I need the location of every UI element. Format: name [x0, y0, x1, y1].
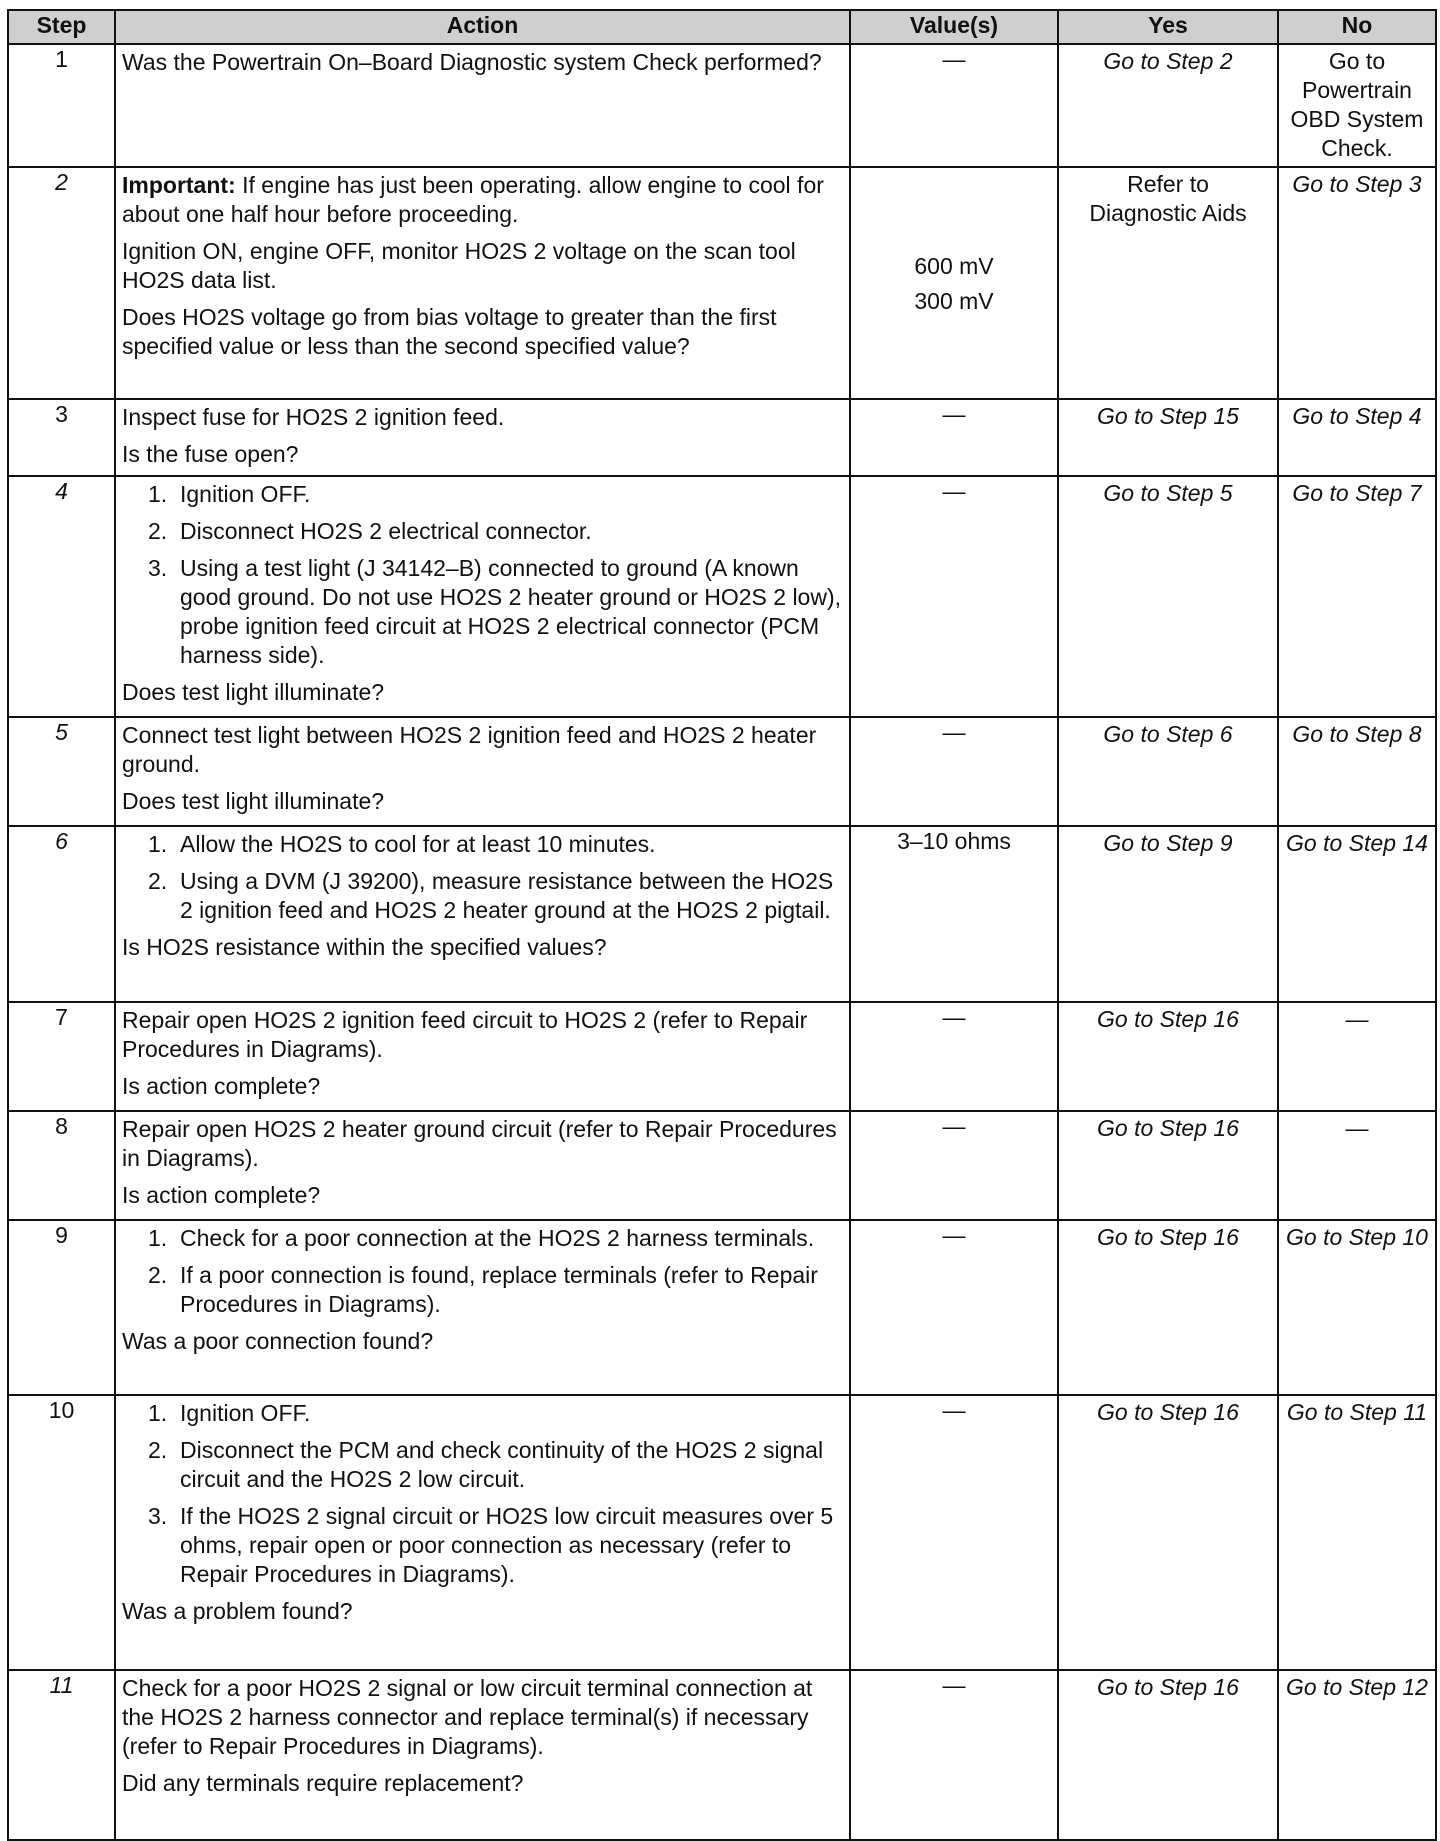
value-text: — — [942, 1397, 966, 1423]
no-goto: Go to Step 12 — [1286, 1674, 1428, 1700]
action-cell — [115, 167, 850, 399]
action-question: Is action complete? — [122, 1073, 321, 1099]
action-question: Does HO2S voltage go from bias voltage to greater than the first specified value or less than the second specified value? — [122, 304, 777, 359]
action-text: Check for a poor HO2S 2 signal or low circuit terminal connection at the HO2S 2 harness connector and replace terminal(s) if necessary (refer to Repair Procedures in Diagrams). — [122, 1675, 813, 1759]
no-cell — [1278, 399, 1436, 476]
no-cell — [1278, 1670, 1436, 1840]
table-row — [8, 1670, 1436, 1840]
yes-cell — [1058, 1111, 1278, 1220]
table-row — [8, 1002, 1436, 1111]
no-cell — [1278, 476, 1436, 717]
action-steps — [122, 1224, 843, 1319]
value-text: — — [942, 1672, 966, 1698]
yes-cell — [1058, 1220, 1278, 1395]
value-cell — [850, 44, 1058, 167]
action-text: Repair open HO2S 2 heater ground circuit (refer to Repair Procedures in Diagrams). — [122, 1116, 837, 1171]
step-number: 6 — [8, 826, 115, 1002]
no-goto: Go to Powertrain OBD System Check. — [1290, 48, 1424, 161]
action-cell — [115, 476, 850, 717]
action-cell — [115, 1111, 850, 1220]
yes-goto: Go to Step 16 — [1097, 1674, 1239, 1700]
value-text: 3–10 ohms — [897, 828, 1011, 854]
action-question: Is the fuse open? — [122, 441, 299, 467]
yes-cell — [1058, 1395, 1278, 1670]
step-number: 7 — [8, 1002, 115, 1111]
value-text: — — [942, 1004, 966, 1030]
table-row — [8, 476, 1436, 717]
action-question: Does test light illuminate? — [122, 788, 385, 814]
table-row — [8, 1220, 1436, 1395]
yes-goto: Go to Step 6 — [1103, 721, 1233, 747]
value-cell — [850, 399, 1058, 476]
no-goto: — — [1345, 1006, 1369, 1032]
value-text: 600 mV — [914, 253, 994, 279]
list-item: 2. Using a DVM (J 39200), measure resistance between the HO2S 2 ignition feed and HO2S 2 heater ground at the HO2S 2 pigtail. — [148, 868, 834, 923]
list-item: 3. If the HO2S 2 signal circuit or HO2S low circuit measures over 5 ohms, repair open or poor connection as necessary (refer to Repair Procedures in Diagrams). — [148, 1503, 834, 1587]
no-cell — [1278, 167, 1436, 399]
action-question: Was a problem found? — [122, 1598, 353, 1624]
no-cell — [1278, 826, 1436, 1002]
action-steps — [122, 830, 843, 925]
header-row — [8, 10, 1436, 44]
action-text: Inspect fuse for HO2S 2 ignition feed. — [122, 404, 505, 430]
no-goto: Go to Step 10 — [1286, 1224, 1428, 1250]
no-cell — [1278, 1220, 1436, 1395]
important-note — [122, 171, 843, 229]
yes-cell — [1058, 167, 1278, 399]
no-goto: Go to Step 4 — [1292, 403, 1422, 429]
action-question: Did any terminals require replacement? — [122, 1770, 524, 1796]
yes-cell — [1058, 399, 1278, 476]
list-item: 1. Check for a poor connection at the HO2S 2 harness terminals. — [148, 1225, 815, 1251]
list-item: 1. Allow the HO2S to cool for at least 10 minutes. — [148, 831, 656, 857]
value-cell — [850, 826, 1058, 1002]
table-row — [8, 44, 1436, 167]
value-cell — [850, 717, 1058, 826]
value-text: — — [942, 1222, 966, 1248]
important-text: If engine has just been operating. allow engine to cool for about one half hour before proceeding. — [122, 172, 824, 227]
step-number: 9 — [8, 1220, 115, 1395]
yes-goto: Go to Step 9 — [1103, 830, 1233, 856]
yes-goto: Go to Step 2 — [1103, 48, 1233, 74]
step-number: 3 — [8, 399, 115, 476]
no-goto: Go to Step 7 — [1292, 480, 1422, 506]
list-item: 3. Using a test light (J 34142–B) connected to ground (A known good ground. Do not use HO2S 2 heater ground or HO2S 2 low), probe ignition feed circuit at HO2S 2 electrical connector (PCM harness side). — [148, 555, 842, 668]
list-item: 1. Ignition OFF. — [148, 1400, 311, 1426]
action-cell — [115, 399, 850, 476]
value-text: — — [942, 1113, 966, 1139]
important-label: Important: — [122, 172, 236, 198]
action-cell — [115, 826, 850, 1002]
action-cell — [115, 1220, 850, 1395]
yes-goto: Go to Step 16 — [1097, 1115, 1239, 1141]
value-cell — [850, 476, 1058, 717]
value-cell — [850, 1670, 1058, 1840]
value-text: — — [942, 719, 966, 745]
step-number: 5 — [8, 717, 115, 826]
list-item: 1. Ignition OFF. — [148, 481, 311, 507]
no-goto: Go to Step 8 — [1292, 721, 1422, 747]
value-cell — [850, 1111, 1058, 1220]
header-values: Value(s) — [850, 10, 1058, 44]
diagnostic-table — [7, 9, 1437, 1841]
table-row — [8, 717, 1436, 826]
no-cell — [1278, 44, 1436, 167]
yes-goto: Refer to Diagnostic Aids — [1089, 171, 1247, 226]
no-goto: Go to Step 11 — [1286, 1399, 1428, 1425]
yes-cell — [1058, 1002, 1278, 1111]
step-number: 11 — [8, 1670, 115, 1840]
action-cell — [115, 1395, 850, 1670]
no-goto: Go to Step 3 — [1292, 171, 1422, 197]
table-row — [8, 399, 1436, 476]
yes-goto: Go to Step 5 — [1103, 480, 1233, 506]
step-number: 1 — [8, 44, 115, 167]
action-steps — [122, 480, 843, 670]
yes-goto: Go to Step 15 — [1097, 403, 1239, 429]
yes-cell — [1058, 44, 1278, 167]
value-text: 300 mV — [914, 288, 994, 314]
yes-goto: Go to Step 16 — [1097, 1399, 1239, 1425]
table-row — [8, 1395, 1436, 1670]
action-question: Was a poor connection found? — [122, 1328, 434, 1354]
table-row — [8, 1111, 1436, 1220]
yes-cell — [1058, 476, 1278, 717]
no-goto: — — [1345, 1115, 1369, 1141]
action-steps — [122, 1399, 843, 1589]
yes-cell — [1058, 1670, 1278, 1840]
step-number: 8 — [8, 1111, 115, 1220]
list-item: 2. Disconnect the PCM and check continuity of the HO2S 2 signal circuit and the HO2S 2 low circuit. — [148, 1437, 824, 1492]
yes-cell — [1058, 717, 1278, 826]
no-cell — [1278, 717, 1436, 826]
action-text: Connect test light between HO2S 2 ignition feed and HO2S 2 heater ground. — [122, 722, 817, 777]
action-text: Ignition ON, engine OFF, monitor HO2S 2 voltage on the scan tool HO2S data list. — [122, 238, 796, 293]
value-cell — [850, 1220, 1058, 1395]
action-question: Does test light illuminate? — [122, 679, 385, 705]
no-cell — [1278, 1002, 1436, 1111]
value-cell — [850, 1002, 1058, 1111]
action-cell — [115, 1002, 850, 1111]
table-row — [8, 826, 1436, 1002]
no-goto: Go to Step 14 — [1286, 830, 1428, 856]
header-no: No — [1278, 10, 1436, 44]
value-text: — — [942, 401, 966, 427]
value-text: — — [942, 478, 966, 504]
action-cell — [115, 717, 850, 826]
yes-goto: Go to Step 16 — [1097, 1006, 1239, 1032]
value-cell — [850, 1395, 1058, 1670]
value-text: — — [942, 46, 966, 72]
header-yes: Yes — [1058, 10, 1278, 44]
value-cell — [850, 167, 1058, 399]
list-item: 2. Disconnect HO2S 2 electrical connector. — [148, 518, 592, 544]
action-text: Was the Powertrain On–Board Diagnostic system Check performed? — [122, 49, 822, 75]
no-cell — [1278, 1111, 1436, 1220]
header-action: Action — [115, 10, 850, 44]
yes-cell — [1058, 826, 1278, 1002]
action-question: Is HO2S resistance within the specified values? — [122, 934, 607, 960]
no-cell — [1278, 1395, 1436, 1670]
list-item: 2. If a poor connection is found, replace terminals (refer to Repair Procedures in Diagrams). — [148, 1262, 818, 1317]
action-cell — [115, 44, 850, 167]
step-number: 2 — [8, 167, 115, 399]
step-number: 4 — [8, 476, 115, 717]
step-number: 10 — [8, 1395, 115, 1670]
header-step: Step — [8, 10, 115, 44]
action-question: Is action complete? — [122, 1182, 321, 1208]
yes-goto: Go to Step 16 — [1097, 1224, 1239, 1250]
action-text: Repair open HO2S 2 ignition feed circuit to HO2S 2 (refer to Repair Procedures in Diagrams). — [122, 1007, 808, 1062]
action-cell — [115, 1670, 850, 1840]
table-row — [8, 167, 1436, 399]
